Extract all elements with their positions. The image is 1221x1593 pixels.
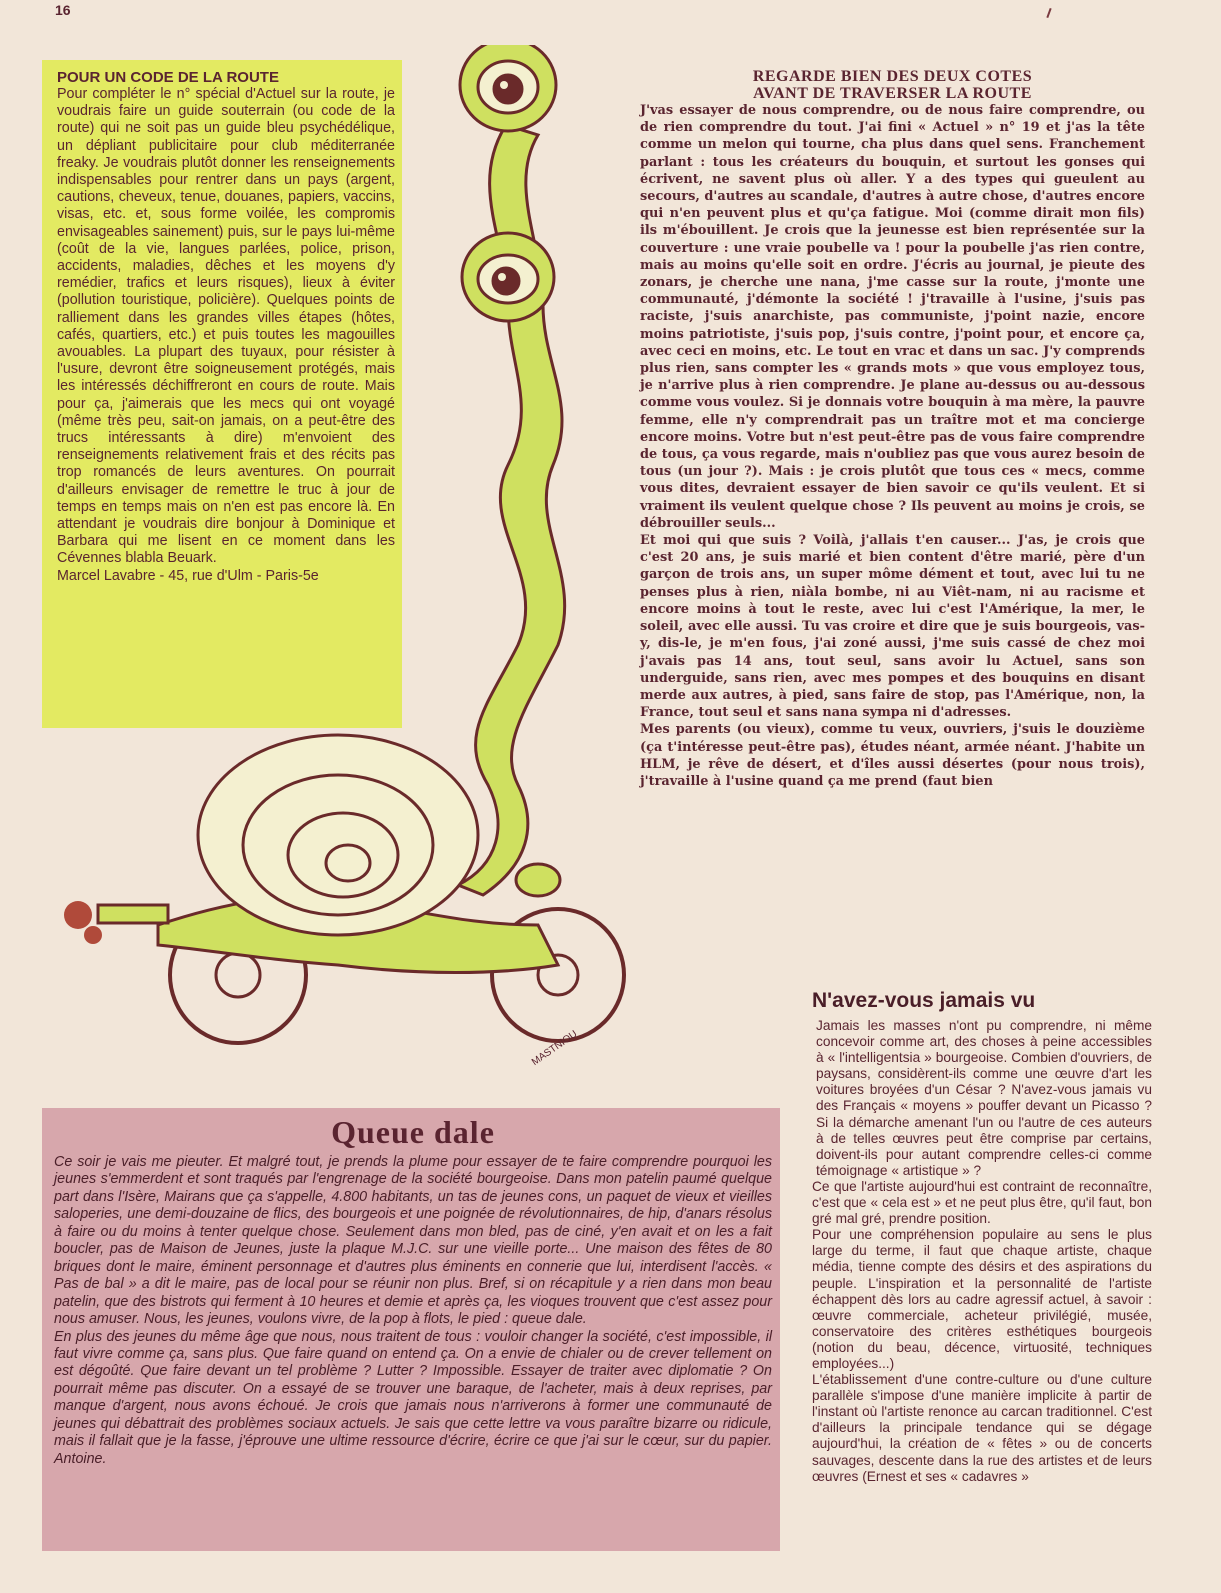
code-box-body: Pour compléter le n° spécial d'Actuel sur la route, je voudrais faire un guide souterrain (ou code de la route) qui ne soit pas un guide bleu psychédélique, un dépliant publicitaire pour club méditerranée freaky. Je voudrais plutôt donner les renseignements indispensables pour rentrer dans un pays (argent, cautions, cheveux, tenue, douanes, papiers, vaccins, visas, etc. et, sous forme voilée, les compromis envisageables sainement) puis, sur le pays lui-même (coût de la vie, langues parlées, police, prison, accidents, maladies, dêches et les moyens d'y remédier, trafics et leurs risques), lieux à éviter (pollution touristique, policière). Quelques points de ralliement dans les grandes villes étapes (hôtes, cafés, quartiers, etc.) et puis toutes les magouilles avouables. La plupart des tuyaux, pour résister à l'usure, devront être soigneusement protégés, mais les intéressés déchiffreront en cours de route. Mais pour ça, j'aimerais que les mecs qui ont voyagé (même très peu, sait-on jamais, on a peut-être des trucs intéressants à dire) m'envoient des renseignements relativement frais et des récits pas trop romancés de leurs aventures. On pourrait d'ailleurs envisager de remettre le truc à jour de temps en temps mais on n'en est pas encore là. En attendant je voudrais dire bonjour à Dominique et Barbara qui me lisent en ce moment dans les Cévennes blabla Beuark.: [57, 86, 395, 567]
letter-title-line-1: REGARDE BIEN DES DEUX COTES: [752, 68, 1033, 85]
letter-title-line-2: AVANT DE TRAVERSER LA ROUTE: [753, 85, 1032, 102]
page-number: 16: [55, 2, 71, 18]
snail-motorbike-illustration: [38, 45, 638, 1115]
queue-box-paragraph: Ce soir je vais me pieuter. Et malgré tout, je prends la plume pour essayer de te faire comprendre pourquoi les jeunes s'emmerdent et sont traqués par l'engrenage de la société bourgeoise. Dans mon patelin paumé quelque part dans l'Isère, Mairans que ça s'appelle, 4.800 habitants, un tas de jeunes cons, un paquet de vieux et vieilles saloperies, une demi-douzaine de flics, des bourgeois et une poignée de révolutionnaires, de hip, d'anars résolus à faire ou du moins à tenter quelque chose. Seulement dans mon bled, pas de ciné, y'en avait et on les a fait boucler, pas de Maison de Jeunes, juste la plaque M.J.C. sur une vieille porte... Une maison des fêtes de 80 briques dont le maire, éminent personnage et d'autres plus éminents en connerie que lui, interdisent l'accès. « Pas de bal » a dit le maire, pas de local pour se réunir non plus. Bref, si on récapitule y a rien dans mon beau patelin, que des bistrots qui ferment à 10 heures et demie et après ça, les vioques trouvent que c'est assez pour nous amuser. Nous, les jeunes, voulons vivre, de la pop à flots, le pied : queue dale.: [54, 1154, 772, 1328]
queue-dale-box: [42, 1108, 780, 1551]
letter-paragraph: Mes parents (ou vieux), comme tu veux, ouvriers, j'suis le douzième (ça t'intéresse peut-être pas), études néant, armée néant. J'habite un HLM, je rêve de désert, et d'îles aussi désertes (pour nous trois), j'travaille à l'usine quand ça me prend (faut bien: [640, 722, 1145, 789]
letter-paragraph: J'vas essayer de nous comprendre, ou de nous faire comprendre, ou de rien comprendre du tout. J'ai fini « Actuel » n° 19 et j'as la tête comme un melon qui tourne, cha plus dans quel sens. Franchement parlant : tous les créateurs du bouquin, et surtout les gonses qui écrivent, ne savent plus où aller. Y a des types qui gueulent au secours, d'autres au scandale, d'autres à autre chose, d'autres encore qui n'en peuvent plus et qu'ça fatigue. Moi (comme dirait mon fils) ils m'ébouillent. Je crois que la jeunesse est bien représentée sur la couverture : une vraie poubelle va ! pour la poubelle j'as rien contre, mais au moins qu'elle soit en ordre. J'écris au journal, je pieute des zonars, je cherche une nana, j'me casse sur la route, j'monte une communauté, j'démonte la société ! j'travaille à l'usine, j'suis pas raciste, j'suis anarchiste, pas communiste, j'point nazie, encore moins patriotiste, j'suis pop, j'suis contre, j'point pour, et encore ça, avec ceci en moins, etc. Le tout en vrac et dans un sac. J'y comprends plus rien, sans compter les « grands mots » que vous employez tous, je n'arrive plus à rien comprendre. Je plane au-dessus ou au-dessous comme vous voulez. Si je donnais votre bouquin à ma mère, la pauvre femme, elle n'y comprendrait pas un traître mot et ma concierge encore moins. Votre but n'est peut-être pas de vous faire comprendre de tous, ça vous regarde, mais n'oubliez pas que vous aurez besoin de tous (un jour ?). Mais : je crois plutôt que tous ces « mecs, comme vous dites, devraient essayer de bien savoir ce qu'ils veulent. Et si vraiment ils veulent quelque chose ? Ils peuvent au moins je crois, se débrouiller seuls...: [640, 103, 1145, 531]
snail-shell: [198, 735, 478, 935]
letter-column: [640, 68, 1145, 790]
code-box-title: POUR UN CODE DE LA ROUTE: [57, 69, 279, 86]
letter-paragraph: Et moi qui que suis ? Voilà, j'allais t'en causer... J'as, je crois que c'est 20 ans, je suis marié et bien content d'être marié, père d'un garçon de trois ans, un super môme dément et tout, avec lui tu ne penses plus à rien, niàla bombe, ni au Viêt-nam, ni au racisme et encore moins à tout le reste, avec lui c'est l'Amérique, la mer, le soleil, avec elle aussi. Tu vas croire et dire que je suis bourgeois, vas-y, dis-le, je m'en fous, j'ai zoné aussi, j'me suis cassé de chez moi j'avais pas 14 ans, tout seul, sans avoir lu Actuel, sans son underguide, sans rien, avec mes pompes et des bouquins en disant merde aux autres, à pied, sans faire de stop, pas l'Amérique, non, la France, tout seul et sans nana sympa ni d'adresses.: [640, 533, 1145, 721]
queue-box-title: Queue dale: [331, 1114, 495, 1150]
jamais-paragraph: Pour une compréhension populaire au sens le plus large du terme, il faut que chaque artiste, chaque média, tienne compte des désirs et des aspirations du peuple. L'inspiration et la personnalité de l'artiste échappent dès lors au cadre agressif actuel, à savoir : œuvre commerciale, acheteur privilégié, musée, conservatoire des critères esthétiques bourgeois (notion du beau, décence, virtuosité, techniques employées...): [812, 1227, 1152, 1371]
code-box-signature: Marcel Lavabre - 45, rue d'Ulm - Paris-5e: [57, 567, 319, 584]
jamais-paragraph: Ce que l'artiste aujourd'hui est contraint de reconnaître, c'est que « cela est » et ne peut plus être, qu'il faut, bon gré mal gré, prendre position.: [812, 1178, 1152, 1227]
navez-vous-jamais-vu-column: [812, 988, 1152, 1485]
illustration-signature: MASTNIOU: [529, 1028, 580, 1069]
queue-box-paragraph: En plus des jeunes du même âge que nous, nous traitent de tous : vouloir changer la société, c'est impossible, il faut vivre comme ça, sans plus. Que faire quand on entend ça. On a envie de chialer ou de crever tellement on est dégoûté. Que faire devant un tel problème ? Lutter ? Impossible. Essayer de traiter avec diplomatie ? On pourrait même pas discuter. On a essayé de se trouver une baraque, de l'acheter, mais à deux reprises, par manque d'argent, nous avons échoué. Je crois que jamais nous n'arriverons à former une communauté de jeunes qui débattrait des problèmes sociaux actuels. Je sais que cette lettre va vous paraître bizarre ou ridicule, mais il fallait que je la fasse, j'éprouve une ultime ressource d'écrire, écrire ce que j'ai sur le cœur, sur du papier. Antoine.: [54, 1328, 772, 1467]
jamais-title: N'avez-vous jamais vu: [812, 989, 1036, 1012]
jamais-paragraph: Jamais les masses n'ont pu comprendre, ni même concevoir comme art, des choses à peine accessibles à « l'intelligentsia » bourgeoise. Combien d'ouvriers, de paysans, considèrent-ils comme une œuvre d'art les voitures broyées d'un César ? N'avez-vous jamais vu des Français « moyens » pouffer devant un Picasso ? Si la démarche amenant l'un ou l'autre de ces auteurs à de telles œuvres peut être comprise par certains, doivent-ils pour autant comprendre celles-ci comme témoignage « artistique » ?: [816, 1018, 1152, 1178]
ink-mark: [1046, 8, 1051, 18]
jamais-paragraph: L'établissement d'une contre-culture ou d'une culture parallèle s'impose d'une manière implicite à partir de l'instant où l'artiste renonce au carcan traditionnel. C'est d'ailleurs la principale tendance qui se dégage aujourd'hui, la création de « fêtes » ou de concerts sauvages, descente dans la rue des artistes et de leurs œuvres (Ernest et ses « cadavres »: [812, 1372, 1152, 1484]
